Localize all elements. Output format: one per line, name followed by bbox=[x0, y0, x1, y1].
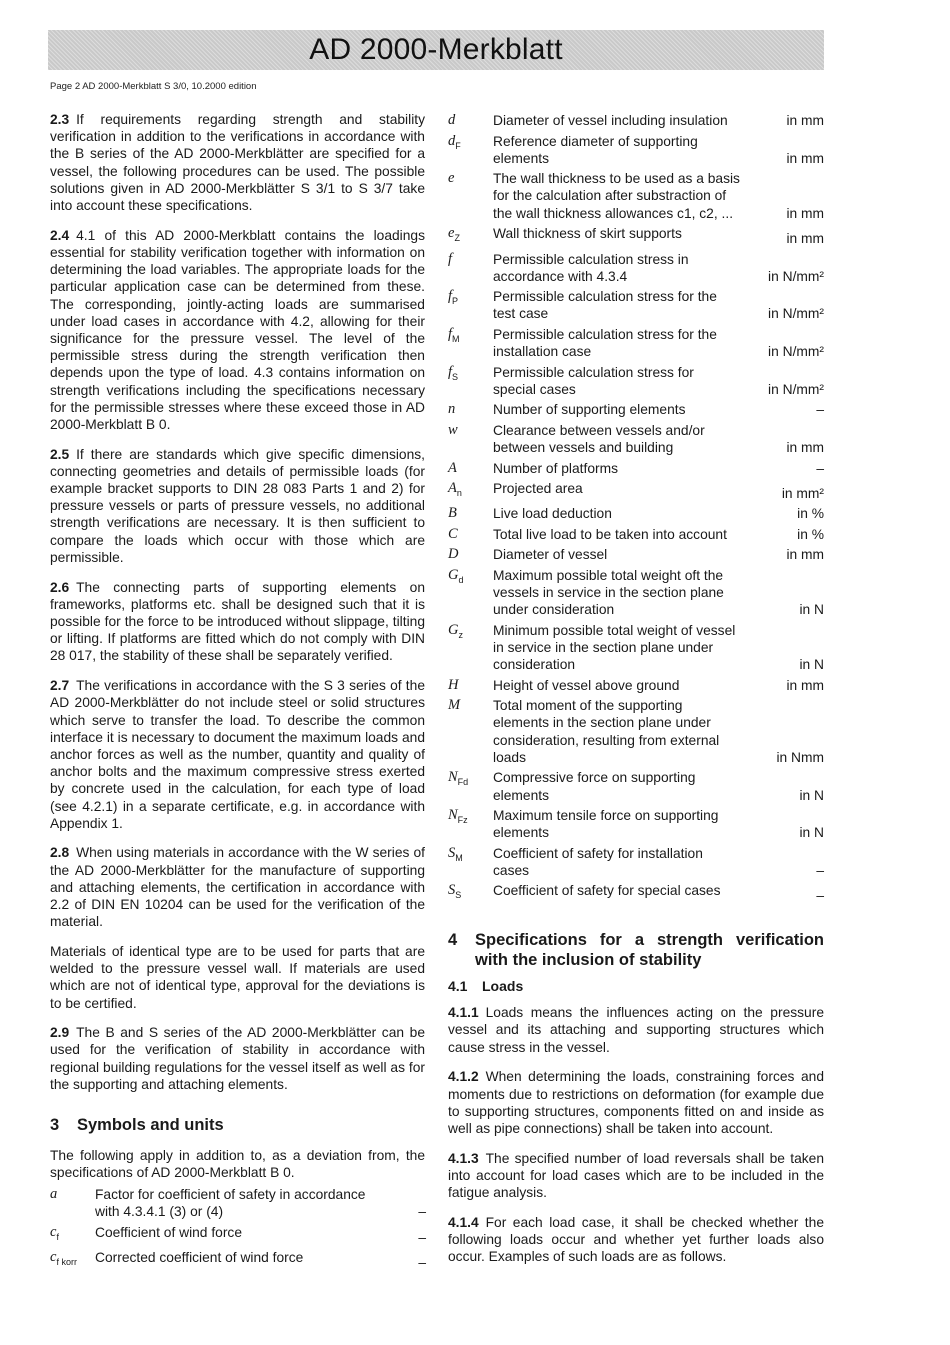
symbol-row bbox=[448, 480, 824, 502]
symbol-description: Diameter of vessel including insulation bbox=[493, 113, 728, 128]
symbol-description: The wall thickness to be used as a basis for the calculation after substraction of the wall thickness allowances c1, c2, ... bbox=[493, 171, 740, 221]
symbol-description: Factor for coefficient of safety in accordance with 4.3.4.1 (3) or (4) bbox=[95, 1187, 366, 1220]
symbol: w bbox=[448, 421, 458, 438]
symbol-description: Number of supporting elements bbox=[493, 402, 686, 418]
symbol-description: Height of vessel above ground bbox=[493, 677, 680, 693]
symbol-row bbox=[448, 288, 824, 322]
symbol: M bbox=[448, 697, 461, 714]
symbol-unit: in mm bbox=[786, 231, 824, 246]
title-banner bbox=[48, 30, 824, 70]
symbol-unit: in mm bbox=[786, 547, 824, 563]
section-2-paragraph bbox=[50, 227, 425, 433]
symbol-description: Total live load to be taken into account bbox=[493, 526, 727, 542]
symbol-row bbox=[448, 225, 824, 247]
symbol-row bbox=[448, 326, 824, 360]
symbol: $c_{f korr}$ bbox=[50, 1249, 77, 1267]
symbol-unit: in mm bbox=[786, 150, 824, 166]
symbol-description: Number of platforms bbox=[493, 460, 618, 476]
paragraph-text: 4.1 of this AD 2000-Merkblatt contains the loadings essential for stability verification together with information on determining the load variables. The appropriate loads for the particular application case can be determined from these. The corresponding, jointly-acting loads are summarised under load cases in accordance with 4.2, allowing for their significance for the pressure vessel. The level of the permissible stress during the strength verification then depends upon the type of load. 4.3 contains information on strength verifications including the specifications necessary for the permissible stresses where these exceed those in AD 2000-Merkblatt B 0. bbox=[50, 227, 425, 432]
paragraph-text: The B and S series of the AD 2000-Merkblätter can be used for the verification of stability in accordance with regional building regulations for the vessel itself as well as for the supporting and attaching elements. bbox=[50, 1025, 425, 1092]
symbol: d bbox=[448, 112, 456, 128]
symbol-description: Compressive force on supporting elements bbox=[493, 770, 696, 803]
symbol-row bbox=[448, 505, 824, 522]
section-4-paragraph bbox=[448, 1068, 824, 1137]
symbol: $c_f$ bbox=[50, 1223, 59, 1242]
symbol-row bbox=[448, 251, 824, 285]
symbol-description: Total moment of the supporting elements in the section plane under consideration, resulting from external loads bbox=[493, 698, 720, 765]
paragraph-text: When determining the loads, constraining forces and moments due to restrictions on deformation (for example due to supporting structures, components fitted on and inside as well as pipe connections) shall be taken into account. bbox=[448, 1069, 824, 1136]
paragraph-number: 2.3 bbox=[50, 112, 70, 127]
symbol-row bbox=[448, 401, 824, 418]
paragraph-text: Loads means the influences acting on the pressure vessel and its attaching and supporting structures which cause stress in the vessel. bbox=[448, 1005, 824, 1055]
symbol-unit: in N bbox=[799, 657, 824, 673]
symbol-unit: in mm bbox=[786, 205, 824, 221]
symbol-unit: in Nmm bbox=[776, 749, 824, 765]
symbol-description: Diameter of vessel bbox=[493, 547, 608, 563]
symbol: f bbox=[448, 250, 453, 267]
symbol-unit: – bbox=[816, 460, 824, 476]
paragraph-number: 4.1.2 bbox=[448, 1069, 479, 1085]
symbol-row bbox=[448, 112, 824, 129]
symbol: H bbox=[448, 676, 459, 693]
symbol-row bbox=[448, 546, 824, 563]
symbol-unit: in mm bbox=[786, 440, 824, 456]
symbol-row bbox=[448, 807, 824, 841]
symbol-row bbox=[448, 364, 824, 398]
symbol-description: Maximum possible total weight oft the vessels in service in the section plane under consideration bbox=[493, 567, 724, 618]
paragraph-text: For each load case, it shall be checked whether the following loads occur and whether yet further loads also occur. Examples of such loads are as follows. bbox=[448, 1214, 824, 1265]
symbol: $N_{Fd}$ bbox=[448, 769, 469, 788]
symbol-description: Clearance between vessels and/or between vessels and building bbox=[493, 422, 705, 456]
symbol: n bbox=[448, 401, 456, 418]
symbol-unit: in N/mm² bbox=[768, 268, 824, 284]
symbol: $G_z$ bbox=[448, 621, 463, 640]
symbol-description: Wall thickness of skirt supports bbox=[493, 226, 682, 242]
paragraph-text: The specified number of load reversals shall be taken into account for load cases which are to be included in the fatigue analysis. bbox=[448, 1150, 824, 1201]
symbol-description: Permissible calculation stress in accordance with 4.3.4 bbox=[493, 251, 689, 284]
symbol-unit: in N bbox=[799, 825, 824, 841]
symbol: $d_F$ bbox=[448, 132, 461, 151]
symbol-description: Coefficient of safety for installation cases bbox=[493, 845, 703, 878]
section-4-heading: 4 Specifications for a strength verification with the inclusion of stability bbox=[448, 931, 824, 969]
symbol: $S_S$ bbox=[448, 882, 462, 901]
right-column-text bbox=[448, 930, 824, 1278]
symbol-unit: – bbox=[418, 1204, 426, 1220]
paragraph-text: The verifications in accordance with the S 3 series of the AD 2000-Merkblätter do not include steel or solid structures which serve to transfer the load. To describe the common interface it is necessary to document the maximum loads and anchor forces as well as the number, quantity and quality of anchor bolts and the maximum compressive stress exerted by concrete used in the calculation, for each type of load (see 4.2.1) in a separate certificate, e.g. in accordance with Appendix 1. bbox=[50, 678, 425, 831]
section-2-paragraph bbox=[50, 844, 425, 930]
symbol-row bbox=[448, 567, 824, 619]
paragraph-text: The connecting parts of supporting elements on frameworks, platforms etc. shall be designed such that it is possible for the force to be introduced without slippage, tilting or lifting. If platforms are fitted which do not comply with DIN 28 017, the stability of these shall be separately verified. bbox=[50, 579, 425, 664]
symbol: $f_P$ bbox=[448, 288, 459, 307]
symbol: A bbox=[448, 459, 457, 476]
page-header-info: Page 2 AD 2000-Merkblatt S 3/0, 10.2000 edition bbox=[50, 81, 257, 92]
section-2-paragraph bbox=[50, 943, 425, 1012]
symbol-row bbox=[448, 882, 824, 904]
symbol-description: Coefficient of safety for special cases bbox=[493, 883, 721, 899]
paragraph-text: If there are standards which give specific dimensions, connecting geometries and details of permissible loads (for example bracket supports to DIN 28 083 Parts 1 and 2) for pressure vessels or parts of pressure vessels, no additional strength verifications are necessary. It is then sufficient to compare the loads which occur with those which are permissible. bbox=[50, 446, 425, 565]
symbol-row bbox=[448, 769, 824, 803]
symbol-unit: in N/mm² bbox=[768, 306, 824, 322]
paragraph-number: 2.6 bbox=[50, 579, 70, 595]
symbol-description: Projected area bbox=[493, 481, 583, 497]
paragraph-text: When using materials in accordance with the W series of the AD 2000-Merkblätter for the manufacture of supporting and attaching elements, the certification in accordance with 2.2 of DIN EN 10204 can be used for the verification of the material. bbox=[50, 845, 425, 930]
symbol-row bbox=[50, 1186, 426, 1220]
symbol: $f_S$ bbox=[448, 363, 459, 382]
section-4-paragraph bbox=[448, 1214, 824, 1266]
symbol-row bbox=[50, 1224, 426, 1246]
symbol-row bbox=[448, 697, 824, 766]
section-2-paragraph bbox=[50, 446, 425, 566]
section-3-heading: 3 Symbols and units bbox=[50, 1116, 224, 1135]
paragraph-number: 4.1.4 bbox=[448, 1214, 479, 1230]
symbol-description: Coefficient of wind force bbox=[95, 1224, 242, 1240]
symbol-unit: in N/mm² bbox=[768, 381, 824, 397]
symbol-unit: in mm² bbox=[781, 485, 824, 501]
section-4-paragraphs bbox=[448, 1004, 824, 1265]
symbol-row bbox=[448, 845, 824, 879]
symbol-unit: in mm bbox=[786, 113, 824, 128]
symbol-description: Permissible calculation stress for the installation case bbox=[493, 326, 717, 360]
left-paragraphs bbox=[50, 111, 425, 1093]
left-column bbox=[50, 111, 425, 1194]
symbol-unit: – bbox=[418, 1254, 426, 1270]
paragraph-number: 4.1.3 bbox=[448, 1150, 479, 1166]
paragraph-text: If requirements regarding strength and stability verification in addition to the verifications in accordance with the B series of the AD 2000-Merkblätter are specified for a vessel, the following procedures can be used. The possible solutions given in AD 2000-Merkblätter S 3/1 to S 3/7 take into account these specifications. bbox=[50, 112, 425, 214]
symbol-description: Minimum possible total weight of vessel in service in the section plane under consideration bbox=[493, 622, 736, 673]
symbol: $A_n$ bbox=[448, 480, 462, 498]
section-4-paragraph bbox=[448, 1004, 824, 1056]
symbol-row bbox=[448, 677, 824, 694]
symbol-unit: in % bbox=[797, 506, 824, 522]
symbol-description: Reference diameter of supporting elements bbox=[493, 133, 698, 166]
symbol: e bbox=[448, 170, 455, 187]
symbol: B bbox=[448, 505, 457, 522]
paragraph-text: Materials of identical type are to be used for parts that are welded to the pressure vessel wall. If materials are used which are not of identical type, approval for the deviations is to be certified. bbox=[50, 943, 425, 1011]
symbol-description: Corrected coefficient of wind force bbox=[95, 1250, 304, 1266]
paragraph-number: 2.7 bbox=[50, 678, 70, 694]
symbol: $f_M$ bbox=[448, 325, 460, 344]
symbol-unit: in N bbox=[799, 602, 824, 618]
symbol-unit: in N bbox=[799, 787, 824, 803]
section-2-paragraph bbox=[50, 111, 425, 214]
paragraph-number: 2.9 bbox=[50, 1025, 70, 1041]
symbol-row bbox=[448, 422, 824, 456]
symbol-description: Permissible calculation stress for the test case bbox=[493, 289, 717, 322]
symbol-description: Permissible calculation stress for special cases bbox=[493, 364, 694, 397]
symbol-unit: in % bbox=[797, 526, 824, 542]
section-2-paragraph bbox=[50, 677, 425, 832]
section-3-intro: The following apply in addition to, as a deviation from, the specifications of AD 2000-Merkblatt B 0. bbox=[50, 1148, 425, 1181]
symbol-unit: – bbox=[816, 402, 824, 418]
symbols-list-right bbox=[448, 112, 824, 908]
symbol-unit: – bbox=[816, 862, 824, 878]
section-4-1-heading: 4.1 Loads bbox=[448, 978, 524, 994]
symbol-row bbox=[50, 1249, 426, 1271]
symbol: $e_Z$ bbox=[448, 225, 460, 243]
symbol-row bbox=[448, 622, 824, 674]
symbol-unit: – bbox=[418, 1229, 426, 1245]
symbol-row bbox=[448, 170, 824, 222]
symbol-row bbox=[448, 460, 824, 477]
symbols-list-left bbox=[50, 1186, 426, 1274]
symbol-row bbox=[448, 526, 824, 543]
symbol-unit: – bbox=[816, 888, 824, 904]
symbol: $G_d$ bbox=[448, 566, 464, 585]
paragraph-number: 2.4 bbox=[50, 227, 70, 243]
section-2-paragraph bbox=[50, 1024, 425, 1093]
section-4-paragraph bbox=[448, 1150, 824, 1202]
paragraph-number: 4.1.1 bbox=[448, 1005, 479, 1021]
symbol-row bbox=[448, 133, 824, 167]
symbol-description: Maximum tensile force on supporting elements bbox=[493, 808, 719, 841]
symbol-unit: in N/mm² bbox=[768, 344, 824, 360]
symbol: D bbox=[448, 546, 459, 563]
symbol-unit: in mm bbox=[786, 677, 824, 693]
symbol: C bbox=[448, 525, 458, 542]
symbol: $N_{Fz}$ bbox=[448, 807, 468, 825]
symbol: a bbox=[50, 1186, 58, 1202]
section-2-paragraph bbox=[50, 579, 425, 665]
paragraph-number: 2.8 bbox=[50, 845, 70, 861]
symbol: $S_M$ bbox=[448, 844, 463, 863]
symbol-description: Live load deduction bbox=[493, 506, 612, 522]
paragraph-number: 2.5 bbox=[50, 446, 70, 462]
document-title: AD 2000-Merkblatt bbox=[309, 33, 563, 66]
